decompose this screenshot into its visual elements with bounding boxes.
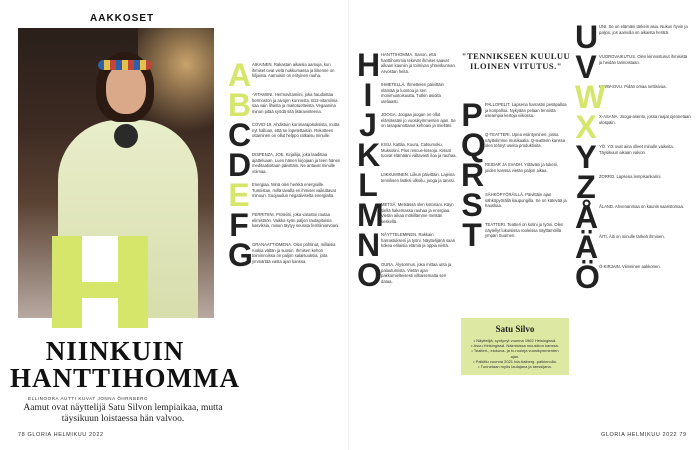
entry-initial-letter: C: [228, 117, 252, 153]
photo-necklace: [114, 124, 138, 148]
alphabet-entry: [357, 257, 457, 293]
alphabet-entry: [461, 217, 569, 253]
alphabet-entry: [228, 87, 342, 123]
fact-box-lines: [469, 338, 561, 369]
entry-initial-letter: Å: [575, 199, 599, 235]
alphabet-entry: [228, 177, 342, 213]
alphabet-entry: [228, 207, 342, 243]
fact-box-line: • Asuu Helsingissä. Naimisissa muusikon kanssa.: [471, 343, 559, 349]
entry-text: DISPENZA, JOE. Kirjailija, joka laadittaa ajatteluaan. Luen hänen kirjojaan ja teen hänen meditaatioitaan päivittäin. Ne antavat minulle voimaa.: [252, 152, 341, 174]
alphabet-entry: [575, 169, 691, 205]
entry-initial-letter: X: [575, 109, 597, 145]
entry-text: Q-TEATTERI. Upea esiintyminen, jossa näyttelimme musikaalia. Q-teatterin kanssa olen tehnyt useita produktioita.: [485, 132, 566, 149]
headline-line-2: HANTTIHOMMA: [10, 363, 240, 393]
entry-initial-letter: W: [575, 79, 606, 115]
entry-initial-letter: Y: [575, 139, 597, 175]
entry-text: ÄITI. Äiti on minulle tärkeä ihminen.: [599, 234, 665, 239]
alphabet-entry: [357, 137, 457, 173]
alphabet-entry: [461, 187, 569, 223]
photo-face: [106, 64, 146, 114]
fact-box: [461, 318, 569, 375]
alphabet-entry: [228, 237, 342, 273]
entry-text: PALLOPELIT. Lapsena harrastin pesäpalloa ja koripalloa. Nykyään pelaan tennistä useampia kertoja viikossa.: [485, 102, 567, 119]
alphabet-entry: [228, 147, 342, 183]
headline-line-1: NIINKUIN: [45, 336, 185, 366]
entry-text: Energiaa. Minä olen herkkä energioille. Tunnistan, millä tavalla eri ihmiset vaikuttavat minuun. Suojaudun negatiiviselta energialta.: [252, 182, 336, 199]
big-h-graphic: [52, 236, 148, 328]
section-label: AAKKOSET: [90, 13, 155, 24]
entry-initial-letter: Ö: [575, 259, 600, 295]
entry-text: ÅLAND. Ahvenanmaa on kaunis saaristomaa.: [599, 204, 684, 209]
entry-text: LIIKKUMINEN. Liikun päivittäin. Lajeina tenniksen lisäksi ulkoilu, jooga ja tanssi.: [381, 172, 455, 183]
entry-text: ZORRO. Lapsena lempisankarini.: [599, 174, 662, 179]
entry-initial-letter: O: [357, 257, 382, 293]
entry-text: YÖ. Yöt ovat aina olleet minulle vaikeita. Täysikuun aikaan valvon.: [599, 144, 674, 155]
entry-text: GRANAATTIOMENA. Olen pohtinut, millaisia ruokia vältän ja suosin. Ihmisen kehon toiminnoissa on paljon salaisuuksia, joita ymmärtää vasta ajan kanssa.: [252, 242, 336, 264]
entry-initial-letter: N: [357, 227, 381, 263]
alphabet-entry: [357, 227, 457, 263]
headline: [10, 336, 240, 393]
entry-text: HANTTIHOMMA. Sanon, että hanttihommia tekevät ihmiset saavat aikaan kauniin ja toimivan yhteiskunnan. Arvostan heitä.: [381, 52, 456, 74]
entry-text: VUOROVAIKUTUS. Olen kiinnostunut ihmisistä ja heidän tarinoistaan.: [599, 54, 688, 65]
entry-text: FERRITIINI. Proteiini, joka varastoi rautaa elimistöön. Vaikka syön paljon rautapitoisia kasviksia, minun täytyy seurata ferritiiniarvoani.: [252, 212, 340, 229]
entry-initial-letter: H: [357, 47, 381, 83]
entry-initial-letter: Ä: [575, 229, 599, 265]
entry-text: TEATTERI. Teatteri on kotini ja työni. Olen näytellyt lukuisissa rooleissa näyttämöillä ympäri Suomen.: [485, 222, 564, 239]
alphabet-entry: [575, 109, 691, 145]
fact-box-line: • Tunnetaan myös laulajana ja tanssijana.: [478, 364, 552, 370]
alphabet-entry: [575, 259, 691, 295]
entry-initial-letter: Z: [576, 169, 596, 205]
alphabet-entry: [357, 77, 457, 113]
entry-initial-letter: F: [229, 207, 249, 243]
alphabet-entry: [575, 229, 691, 265]
entry-initial-letter: V: [575, 49, 597, 85]
entry-initial-letter: I: [363, 77, 373, 113]
alphabet-entry: [575, 79, 691, 115]
entry-initial-letter: L: [358, 167, 378, 203]
alphabet-entry: [461, 157, 569, 193]
alphabet-entry: [357, 47, 457, 83]
alphabet-entry: [357, 197, 457, 233]
entry-initial-letter: S: [461, 187, 483, 223]
entry-initial-letter: E: [228, 177, 250, 213]
entry-initial-letter: T: [462, 217, 482, 253]
entry-text: WWW-SIVU. Pidän omaa nettisivua.: [599, 84, 667, 89]
entry-initial-letter: D: [228, 147, 252, 183]
fact-box-line: • Palkittu vuonna 2021 Ida Aalberg -palkinnolla.: [473, 358, 557, 364]
entry-initial-letter: K: [357, 137, 381, 173]
right-entries-column-1: [357, 47, 457, 293]
entry-text: IHMETELLÄ. Ihmettelen päivittäin elämää ja luontoa ja sen monimuotoisuutta. Tutkin asioita uteliaasti.: [381, 82, 444, 104]
right-page: [348, 0, 696, 450]
entry-text: UNI. Se on elämäni tärkein asia. Nukun hyvin ja paljon, jos aamulla on aikaista herätä.: [599, 24, 688, 35]
alphabet-entry: [461, 127, 569, 163]
entry-initial-letter: G: [228, 237, 253, 273]
entry-text: X-ASANA. Jooga-asento, jossa raajat ojennetaan ulospäin.: [599, 114, 691, 125]
entry-initial-letter: M: [357, 197, 384, 233]
lead-paragraph: Aamut ovat näyttelijä Satu Silvon lempiaikaa, mutta täysikuun loistaessa hän valvoo.: [23, 403, 223, 424]
entry-initial-letter: U: [575, 19, 599, 55]
alphabet-entry: [461, 97, 569, 133]
entry-initial-letter: R: [461, 157, 485, 193]
entry-text: Ö-KIRJAIN. Viimeinen aakkonen.: [599, 264, 661, 269]
alphabet-entry: [575, 199, 691, 235]
right-entries-column-2: [461, 97, 569, 253]
entry-text: REIDAR JA SVADH. Ystäväni ja tukeni, joiden kanssa vietän paljon aikaa.: [485, 162, 559, 173]
alphabet-entry: [228, 117, 342, 153]
alphabet-entry: [575, 139, 691, 175]
entry-text: SÄHKÖPYÖRÄILLÄ. Päivittäin ajan sähköpyörällä kaupungilla. Se on kätevää ja hauskaa.: [485, 192, 567, 209]
entry-initial-letter: B: [228, 87, 252, 123]
entry-text: KISU. Kattila, Kuura, Catsumoku, Muksotini. Plus rescue-kissoja. Kissat tuovat elämääni valtavasti iloa ja rauhaa.: [381, 142, 457, 159]
fact-box-line: • Teatteri-, elokuva- ja tv-rooleja vuosikymmenten ajan.: [471, 348, 559, 359]
right-entries-column-3: [575, 19, 691, 295]
left-entries-column: [228, 57, 342, 273]
entry-text: NÄYTTELEMINEN. Rakkain harrastukseni ja työni. Näyttelijänä saan kokea erilaisia elämiä ja oppia niistä.: [381, 232, 456, 249]
entry-text: OURA. Älysormus, joka mittaa unta ja palautumista. Vietän ajan pakkomielteisesti vilkaisematta sen dataa.: [381, 262, 452, 284]
alphabet-entry: [357, 167, 457, 203]
entry-text: METSÄ. Metsässä olen kotonani. Käyn siellä hakemassa rauhaa ja energiaa. Vietän aikaa mökillämme metsän keskellä.: [381, 202, 454, 224]
alphabet-entry: [228, 57, 342, 93]
photo-headband: [98, 60, 152, 70]
fact-box-title: Satu Silvo: [495, 324, 535, 334]
byline-credits: ELLINOORA AUTTI KUVAT JONNA ÖHRNBERG: [28, 396, 149, 401]
pull-quote: "TENNIKSEEN KUULUU ILOINEN VITUTUS.": [461, 51, 571, 71]
entry-initial-letter: J: [359, 107, 377, 143]
left-folio: 78 GLORIA HELMIKUU 2022: [18, 432, 104, 438]
entry-text: COVID-19. Ahdistuin koronarajoituksista, mutta nyt halluan, että ne lopetettaisiin. Rokotteen ottaminen on ollut helppo ratkaisu minulle.: [252, 122, 340, 139]
alphabet-entry: [575, 19, 691, 55]
entry-initial-letter: P: [461, 97, 483, 133]
right-folio: GLORIA HELMIKUU 2022 79: [601, 432, 687, 438]
entry-text: JOOGA. Joogaa joogan on ollut elämässäni jo vuosikymmenten ajan. Se on tasapainottanut kehoani ja mieltäni.: [381, 112, 456, 129]
entry-initial-letter: Q: [461, 127, 486, 163]
alphabet-entry: [575, 49, 691, 85]
alphabet-entry: [357, 107, 457, 143]
entry-initial-letter: A: [228, 57, 252, 93]
entry-text: -VITAMIINI. Hermovitamiini, joka haudoittaa hermoston ja aivojen kunnosta. B12-vitamiinia saa vain lihasta ja maitotuotteista. Vegaanina minun pitää syödä sitä lisäravinteena.: [252, 92, 338, 114]
entry-text: AIKAINEN. Rakastan aikaisia aamuja, kun ihmiset ovat vielä nukkumassa ja liikenne on hiljaista. Aamuisin on erityinen rauha.: [252, 62, 335, 79]
fact-box-line: • Näyttelijä, syntynyt vuonna 1962 Helsingissä.: [473, 338, 557, 343]
